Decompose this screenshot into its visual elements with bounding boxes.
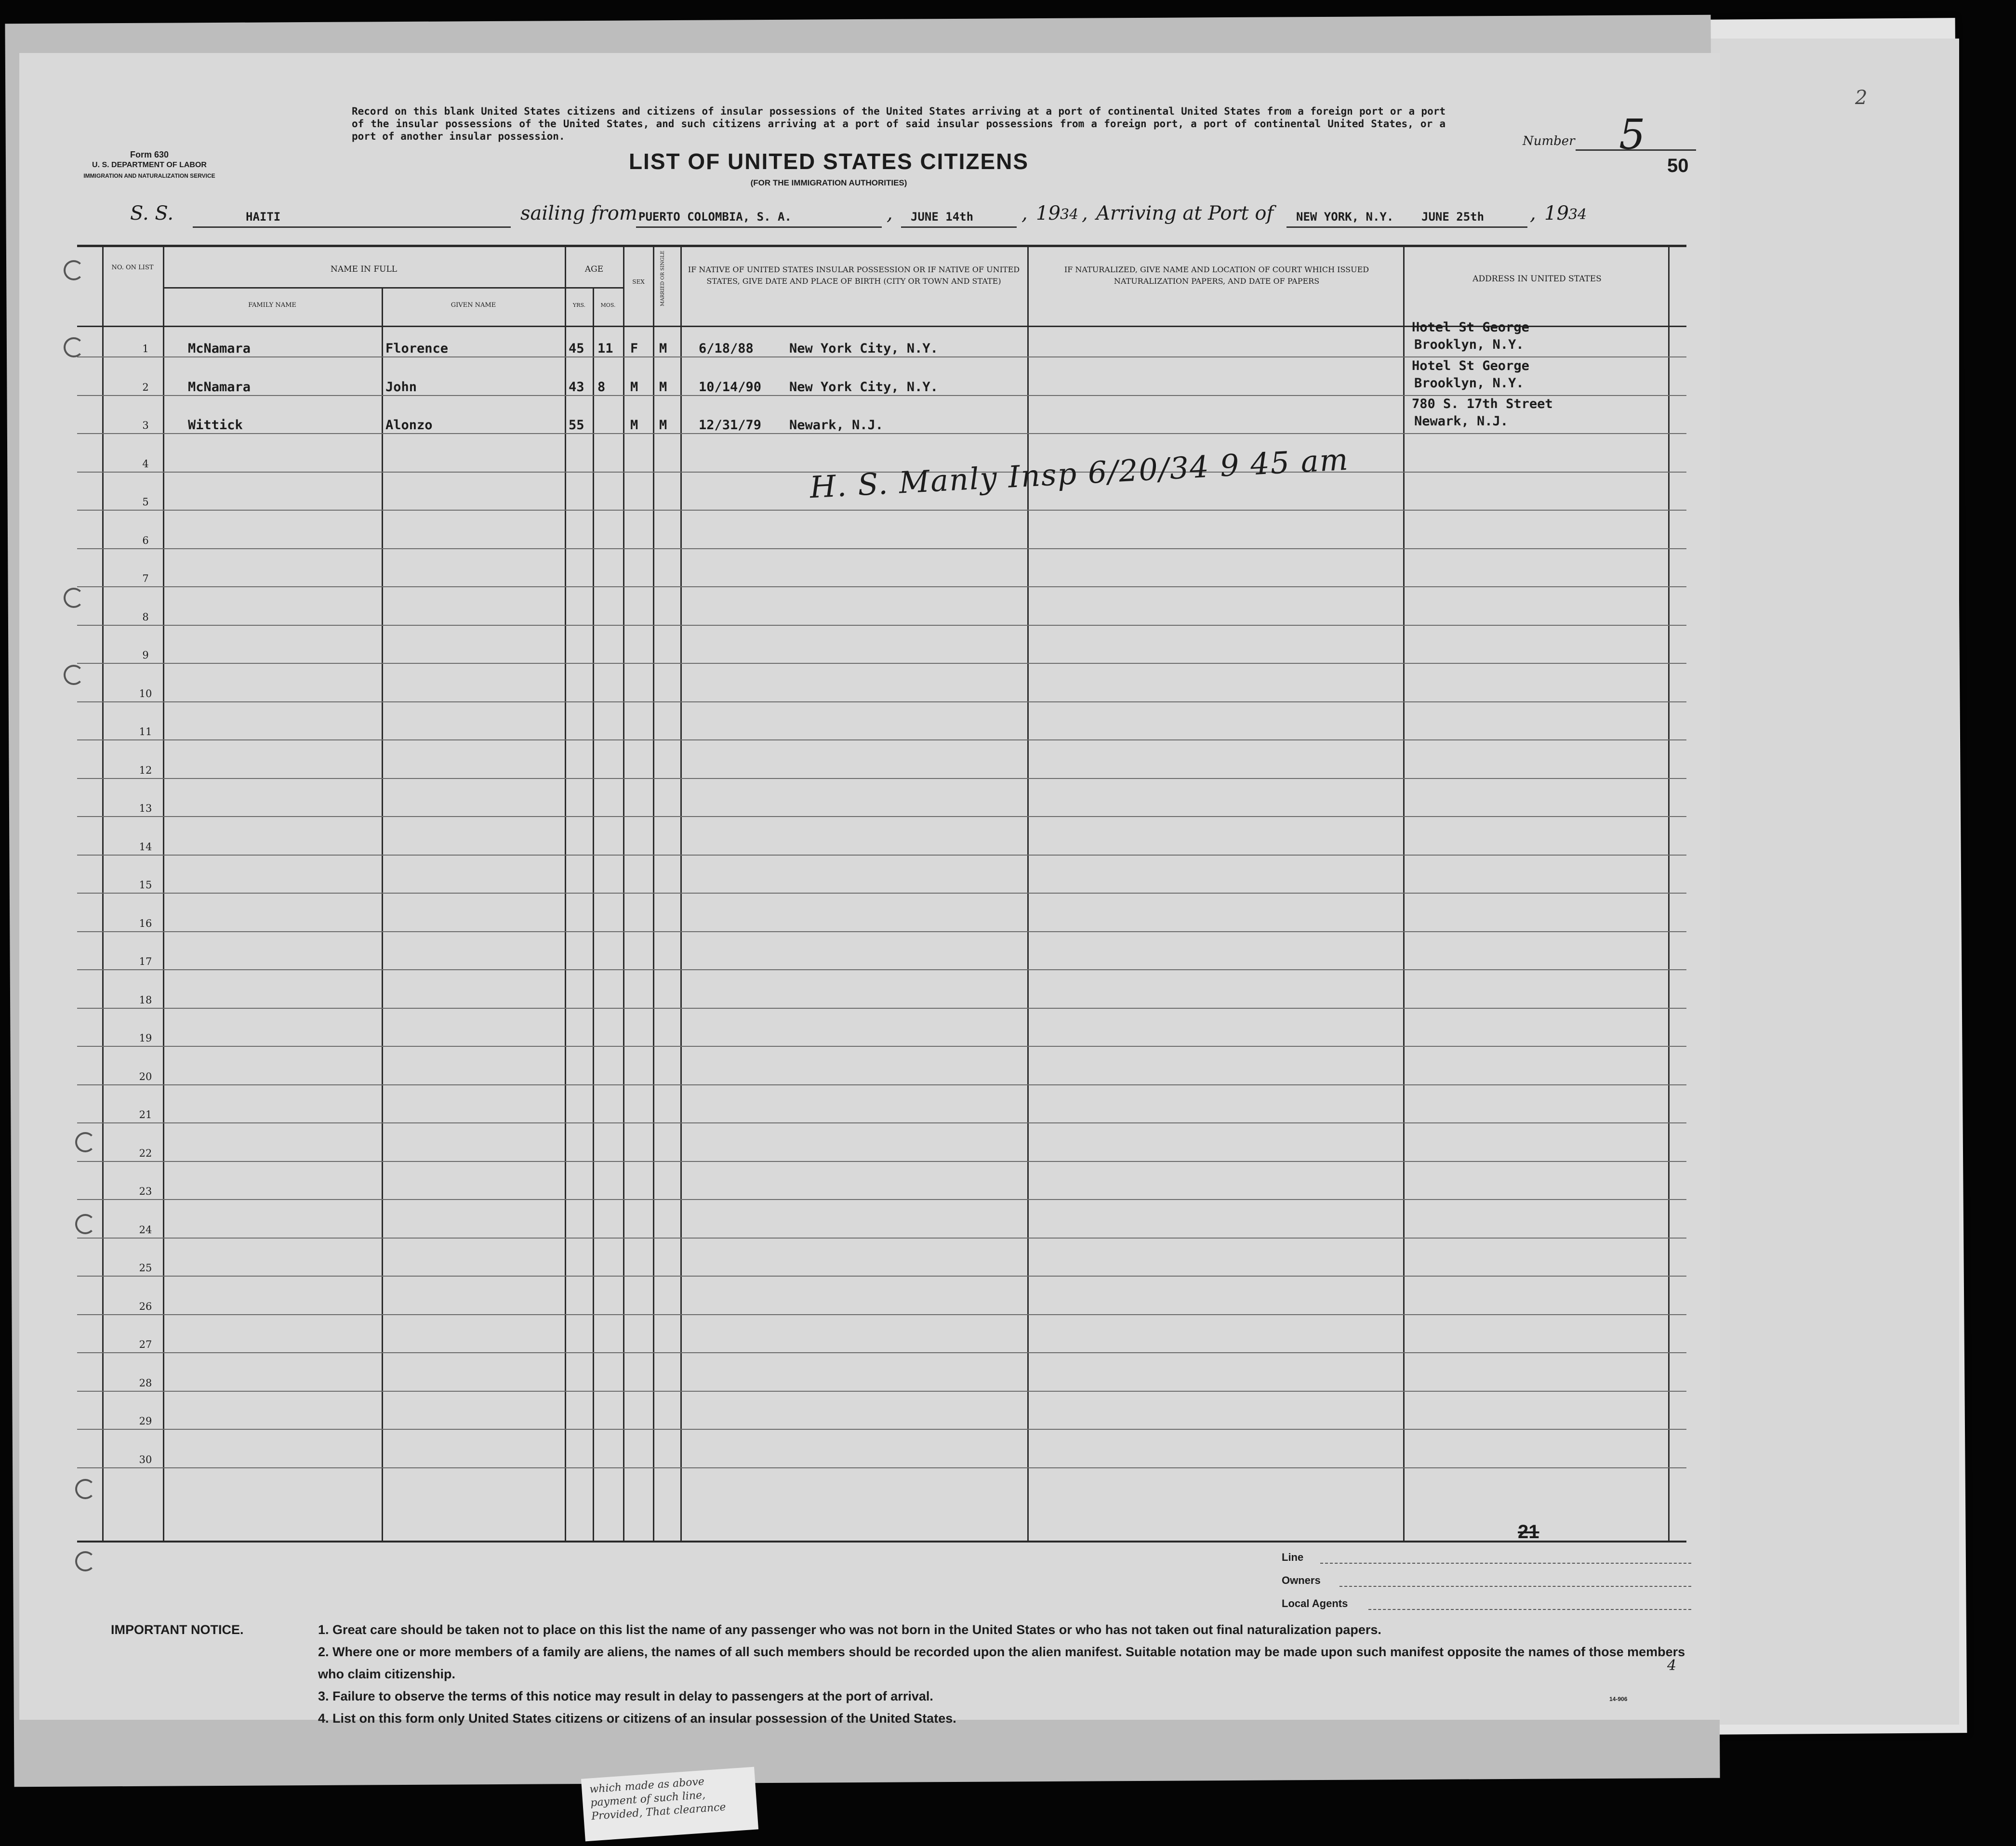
row-number: 2 [142, 381, 149, 393]
row-number: 20 [139, 1070, 152, 1082]
row-rule [77, 1008, 1686, 1009]
notice-item-1: 1. Great care should be taken not to place on this list the name of any passenger who was not born in the United States or who has not taken out final naturalization papers. [318, 1622, 1381, 1637]
sex-cell: M [630, 418, 638, 433]
row-number: 26 [139, 1300, 152, 1312]
address-line-1-cell: 780 S. 17th Street [1412, 396, 1553, 411]
marital-status-cell: M [659, 341, 667, 356]
sailing-from-port: PUERTO COLOMBIA, S. A. [638, 210, 792, 224]
ss-label: S. S. [130, 202, 174, 224]
age-months-cell: 11 [597, 341, 613, 356]
address-line-2-cell: Brooklyn, N.Y. [1414, 337, 1524, 352]
col-family-name: FAMILY NAME [248, 302, 296, 309]
number-label: Number [1523, 134, 1575, 148]
row-rule [77, 548, 1686, 549]
row-rule [77, 1352, 1686, 1353]
row-number: 10 [139, 687, 152, 699]
given-name-cell: Florence [385, 341, 449, 356]
binder-hole [75, 1479, 95, 1499]
birth-place-cell: Newark, N.J. [789, 418, 884, 433]
attached-slip: which made as above payment of such line, Provided, That clearance [581, 1767, 758, 1842]
row-number: 23 [139, 1186, 152, 1197]
page-count: 21 [1518, 1521, 1539, 1543]
birth-place-cell: New York City, N.Y. [789, 379, 938, 395]
row-number: 18 [139, 994, 152, 1006]
col-native-birth: IF NATIVE OF UNITED STATES INSULAR POSSESSION OR IF NATIVE OF UNITED STATES, GIVE DATE AND PLACE OF BIRTH (CITY OR TOWN AND STATE) [688, 265, 1020, 286]
arrival-port: NEW YORK, N.Y. [1296, 210, 1394, 224]
row-rule [77, 510, 1686, 511]
row-number: 25 [139, 1262, 152, 1274]
row-rule [77, 1161, 1686, 1162]
row-number: 14 [139, 841, 152, 853]
col-age: AGE [584, 264, 604, 274]
row-rule [77, 778, 1686, 779]
notice-item-3: 3. Failure to observe the terms of this notice may result in delay to passengers at the port of arrival. [318, 1689, 933, 1703]
row-number: 11 [139, 726, 152, 738]
row-number: 30 [139, 1453, 152, 1465]
col-age-mos: MOS. [600, 302, 616, 308]
departure-year: 34 [1060, 206, 1079, 223]
corner-mark: 2 [1855, 87, 1868, 109]
row-rule [77, 663, 1686, 664]
binder-hole [75, 1551, 95, 1571]
binder-hole [64, 337, 84, 357]
col-given-name: GIVEN NAME [451, 302, 496, 309]
comma-3: , [1082, 202, 1088, 224]
arrival-date: JUNE 25th [1421, 210, 1485, 224]
row-rule [77, 586, 1686, 587]
page-subtitle: (FOR THE IMMIGRATION AUTHORITIES) [750, 178, 907, 187]
notice-item-2: 2. Where one or more members of a family are aliens, the names of all such members should be recorded upon the alien manifest. Suitable notation may be made upon such manifest opposite the names of those members who claim citizenship. [318, 1645, 1685, 1681]
departure-date: JUNE 14th [911, 210, 974, 224]
binder-hole [64, 588, 84, 608]
manifest-table [77, 245, 1686, 1594]
row-number: 28 [139, 1377, 152, 1389]
row-number: 12 [139, 764, 152, 776]
marital-status-cell: M [659, 418, 667, 433]
family-name-cell: McNamara [188, 379, 251, 395]
underlying-sheet-edge [1686, 39, 1959, 1725]
col-address: ADDRESS IN UNITED STATES [1472, 274, 1602, 284]
number-value: 5 [1619, 111, 1645, 159]
row-rule [77, 1429, 1686, 1430]
owners-label: Owners [1282, 1574, 1321, 1586]
family-name-cell: McNamara [188, 341, 251, 356]
row-number: 8 [142, 611, 149, 623]
inspector-annotation: H. S. Manly Insp 6/20/34 9 45 am [809, 441, 1350, 505]
row-rule [77, 1122, 1686, 1123]
form-instruction: Record on this blank United States citizens and citizens of insular possessions of the United States arriving at a port of continental United States from a foreign port or a port of the insular possessions of the United States, and such citizens arriving at a port of said insular possessions from a foreign port, a port of continental United States, or a port of another insular possession. [352, 105, 1446, 142]
ship-name: HAITI [246, 210, 281, 224]
number-sub-value: 50 [1667, 155, 1689, 176]
voyage-line [130, 202, 1672, 236]
col-age-yrs: YRS. [572, 302, 586, 308]
row-rule [77, 1314, 1686, 1315]
address-line-1-cell: Hotel St George [1412, 320, 1529, 335]
row-rule [77, 433, 1686, 434]
binder-hole [64, 260, 84, 280]
row-rule [77, 1238, 1686, 1239]
row-rule [77, 969, 1686, 970]
col-naturalized: IF NATURALIZED, GIVE NAME AND LOCATION OF COURT WHICH ISSUED NATURALIZATION PAPERS, AND DATE OF PAPERS [1064, 265, 1369, 286]
form-number: Form 630 [130, 150, 169, 159]
page-title: LIST OF UNITED STATES CITIZENS [628, 149, 1029, 174]
row-rule [77, 739, 1686, 740]
service-name: IMMIGRATION AND NATURALIZATION SERVICE [83, 172, 215, 179]
address-line-2-cell: Brooklyn, N.Y. [1414, 375, 1524, 391]
age-years-cell: 55 [569, 418, 584, 433]
departure-year-prefix: 19 [1036, 202, 1061, 224]
row-number: 29 [139, 1415, 152, 1427]
row-number: 17 [139, 956, 152, 967]
birth-date-cell: 12/31/79 [699, 418, 762, 433]
row-rule [77, 855, 1686, 856]
row-rule [77, 1199, 1686, 1200]
row-rule [77, 1084, 1686, 1085]
row-number: 27 [139, 1339, 152, 1350]
row-number: 24 [139, 1224, 152, 1236]
local-agents-label: Local Agents [1282, 1597, 1348, 1609]
binder-hole [64, 665, 84, 685]
row-number: 4 [142, 458, 149, 470]
row-number: 21 [139, 1109, 152, 1121]
row-number: 9 [142, 649, 149, 661]
given-name-cell: Alonzo [385, 418, 433, 433]
notice-items [318, 1619, 1706, 1729]
row-number: 13 [139, 803, 152, 814]
sailing-from-label: sailing from [520, 202, 637, 224]
col-no-on-list: NO. ON LIST [111, 264, 154, 271]
row-rule [77, 931, 1686, 932]
col-sex: SEX [632, 278, 645, 285]
age-years-cell: 43 [569, 379, 584, 395]
row-number: 15 [139, 879, 152, 891]
row-rule [77, 893, 1686, 894]
row-rule [77, 356, 1686, 357]
row-rule [77, 625, 1686, 626]
arrival-year: 34 [1568, 206, 1587, 223]
row-number: 5 [142, 496, 149, 508]
address-line-1-cell: Hotel St George [1412, 358, 1529, 373]
age-years-cell: 45 [569, 341, 584, 356]
birth-date-cell: 6/18/88 [699, 341, 754, 356]
row-number: 3 [142, 420, 149, 431]
comma-1: , [887, 202, 893, 224]
row-number: 22 [139, 1147, 152, 1159]
row-rule [77, 1046, 1686, 1047]
notice-heading: IMPORTANT NOTICE. [111, 1622, 244, 1637]
age-months-cell: 8 [597, 379, 606, 395]
sex-cell: F [630, 341, 638, 356]
birth-place-cell: New York City, N.Y. [789, 341, 938, 356]
row-rule [77, 1391, 1686, 1392]
margin-note: 4 [1667, 1657, 1677, 1674]
birth-date-cell: 10/14/90 [699, 379, 762, 395]
family-name-cell: Wittick [188, 418, 243, 433]
form-identification [77, 149, 222, 181]
row-number: 19 [139, 1032, 152, 1044]
given-name-cell: John [385, 379, 417, 395]
footer-fields [1282, 1551, 1696, 1623]
row-rule [77, 395, 1686, 396]
binder-hole [75, 1132, 95, 1152]
address-line-2-cell: Newark, N.J. [1414, 414, 1509, 429]
notice-item-4: 4. List on this form only United States citizens or citizens of an insular possession of the United States. [318, 1711, 956, 1726]
row-rule [77, 816, 1686, 817]
col-married-or-single: MARRIED OR SINGLE [660, 251, 665, 306]
arrival-year-prefix: 19 [1544, 202, 1569, 224]
row-rule [77, 701, 1686, 702]
sex-cell: M [630, 379, 638, 395]
comma-4: , [1530, 202, 1536, 224]
arriving-label: Arriving at Port of [1096, 202, 1274, 224]
binder-hole [75, 1214, 95, 1234]
marital-status-cell: M [659, 379, 667, 395]
list-number [1523, 111, 1706, 183]
manifest-page [19, 53, 1720, 1726]
row-rule [77, 1467, 1686, 1468]
comma-2: , [1021, 202, 1028, 224]
row-rule [77, 1276, 1686, 1277]
col-name-in-full: NAME IN FULL [330, 264, 398, 274]
row-number: 7 [142, 573, 149, 584]
row-number: 16 [139, 917, 152, 929]
row-number: 1 [142, 343, 149, 355]
row-number: 6 [142, 534, 149, 546]
department-name: U. S. DEPARTMENT OF LABOR [92, 161, 207, 169]
form-code: 14-906 [1609, 1696, 1628, 1702]
line-label: Line [1282, 1551, 1304, 1563]
